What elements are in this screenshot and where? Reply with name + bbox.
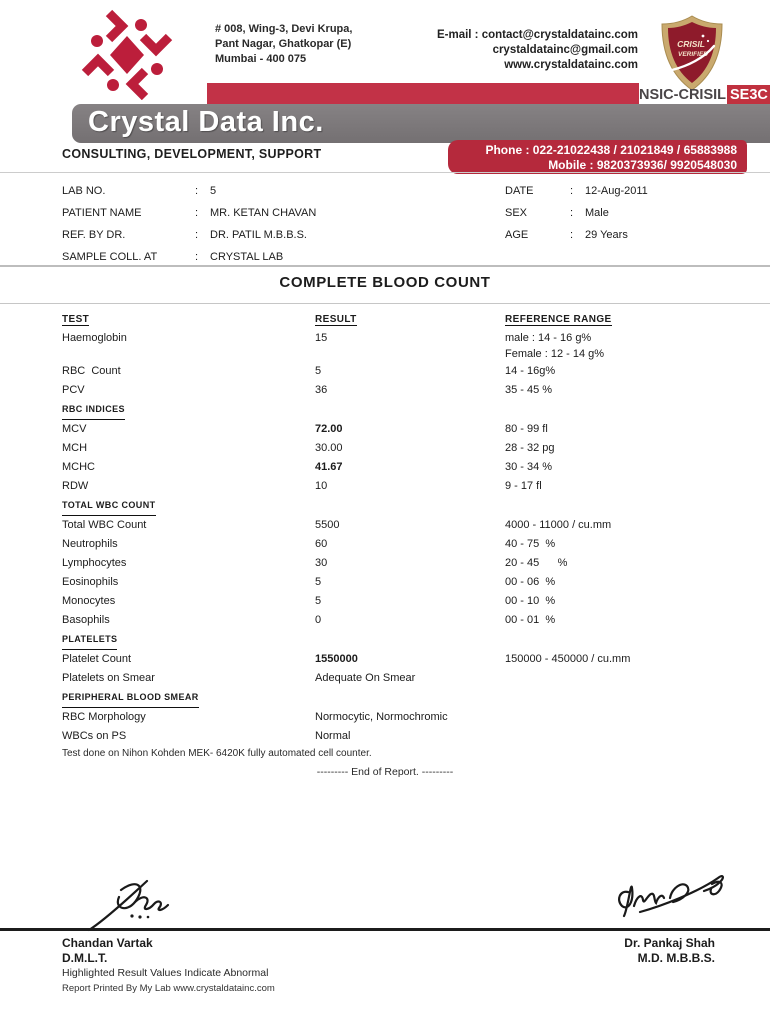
test-name: RBC Morphology <box>62 711 146 723</box>
test-result: Normal <box>315 730 351 742</box>
result-row <box>62 330 748 362</box>
section-header <box>62 400 748 420</box>
doctor-signature <box>612 864 732 924</box>
technician-signature <box>85 876 197 934</box>
patient-section-divider <box>0 172 770 173</box>
address-line-2: Pant Nagar, Ghatkopar (E) <box>215 38 352 50</box>
ref-dr-label: REF. BY DR. <box>62 229 126 241</box>
technician-name: Chandan Vartak <box>62 936 153 950</box>
patient-row-lab-no <box>62 180 216 202</box>
company-name-banner <box>72 104 770 143</box>
test-result: 10 <box>315 480 328 492</box>
test-name: Eosinophils <box>62 576 119 588</box>
result-row <box>62 592 748 611</box>
sample-coll-value: CRYSTAL LAB <box>210 251 284 263</box>
footer-rule <box>0 928 770 931</box>
patient-row-ref-dr <box>62 224 307 246</box>
test-name: PCV <box>62 384 85 396</box>
analyzer-footnote: Test done on Nihon Kohden MEK- 6420K fully automated cell counter. <box>62 748 372 759</box>
patient-row-age <box>505 224 628 246</box>
result-row <box>62 669 748 688</box>
test-name: Neutrophils <box>62 538 118 550</box>
sample-coll-label: SAMPLE COLL. AT <box>62 251 158 263</box>
section-header <box>62 688 748 708</box>
title-bottom-rule <box>0 303 770 304</box>
nsic-crisil-rating <box>639 85 770 105</box>
test-name: RBC Count <box>62 365 121 377</box>
test-name: MCH <box>62 442 88 454</box>
colon: : <box>195 229 199 241</box>
result-row <box>62 477 748 496</box>
company-address <box>215 22 352 67</box>
colon: : <box>195 251 199 263</box>
test-name: Basophils <box>62 614 110 626</box>
shield-text-verified: VERIFIED <box>678 51 708 58</box>
test-name: MCHC <box>62 461 95 473</box>
colon: : <box>195 185 199 197</box>
reference-range: male : 14 - 16 g% Female : 12 - 14 g% <box>505 332 605 360</box>
reference-range: 14 - 16g% <box>505 365 556 377</box>
technician-qualification: D.M.L.T. <box>62 951 108 965</box>
section-header-label: TOTAL WBC COUNT <box>62 496 156 516</box>
table-rows <box>62 330 748 746</box>
test-name: Lymphocytes <box>62 557 127 569</box>
section-header <box>62 630 748 650</box>
ref-dr-value: DR. PATIL M.B.B.S. <box>210 229 307 241</box>
website-line: www.crystaldatainc.com <box>504 59 638 71</box>
nsic-crisil-grade-badge: SE3C <box>727 85 770 105</box>
column-header-reference: REFERENCE RANGE <box>505 314 612 325</box>
patient-name-label: PATIENT NAME <box>62 207 142 219</box>
test-name: Haemoglobin <box>62 332 127 344</box>
colon: : <box>570 207 574 219</box>
section-header-label: PERIPHERAL BLOOD SMEAR <box>62 688 199 708</box>
reference-range: 20 - 45 % <box>505 557 568 569</box>
column-header-test: TEST <box>62 314 90 325</box>
patient-row-date <box>505 180 648 202</box>
test-result: 5500 <box>315 519 340 531</box>
test-result: 36 <box>315 384 328 396</box>
result-row <box>62 516 748 535</box>
logo-center-diamond <box>110 36 144 74</box>
sex-value: Male <box>585 207 609 219</box>
test-result: 15 <box>315 332 328 344</box>
table-header-row <box>62 310 748 330</box>
reference-range: 35 - 45 % <box>505 384 553 396</box>
test-name: MCV <box>62 423 87 435</box>
section-header <box>62 496 748 516</box>
result-row <box>62 362 748 381</box>
shield-text-crisil: CRISIL <box>677 39 705 49</box>
test-name: Platelet Count <box>62 653 132 665</box>
end-of-report-line: --------- End of Report. --------- <box>316 766 454 778</box>
patient-row-name <box>62 202 316 224</box>
mobile-line: Mobile : 9820373936/ 9920548030 <box>548 158 737 172</box>
header-red-bar <box>207 83 639 104</box>
reference-range: 80 - 99 fl <box>505 423 548 435</box>
test-result: Normocytic, Normochromic <box>315 711 448 723</box>
result-row <box>62 650 748 669</box>
reference-range: 30 - 34 % <box>505 461 553 473</box>
reference-range: 28 - 32 pg <box>505 442 555 454</box>
company-contacts <box>437 28 638 73</box>
result-row <box>62 554 748 573</box>
test-result: Adequate On Smear <box>315 672 416 684</box>
test-name: Monocytes <box>62 595 116 607</box>
phone-line: Phone : 022-21022438 / 21021849 / 65883988 <box>485 143 737 157</box>
date-label: DATE <box>505 185 534 197</box>
company-logo <box>74 8 180 100</box>
test-name: Platelets on Smear <box>62 672 155 684</box>
lab-no-label: LAB NO. <box>62 185 106 197</box>
title-top-rule <box>0 265 770 267</box>
reference-range: 9 - 17 fl <box>505 480 542 492</box>
test-result: 1550000 <box>315 653 358 665</box>
address-line-3: Mumbai - 400 075 <box>215 53 307 65</box>
test-name: WBCs on PS <box>62 730 127 742</box>
test-result: 0 <box>315 614 322 626</box>
reference-range: 00 - 06 % <box>505 576 556 588</box>
result-row <box>62 535 748 554</box>
reference-range: 00 - 01 % <box>505 614 556 626</box>
test-result: 41.67 <box>315 461 343 473</box>
colon: : <box>195 207 199 219</box>
section-header-label: RBC INDICES <box>62 400 125 420</box>
result-row <box>62 573 748 592</box>
company-name: Crystal Data Inc. <box>88 106 324 138</box>
column-header-result: RESULT <box>315 314 357 325</box>
printed-by-note: Report Printed By My Lab www.crystaldatainc.com <box>62 983 275 994</box>
patient-name-value: MR. KETAN CHAVAN <box>210 207 317 219</box>
company-tagline: CONSULTING, DEVELOPMENT, SUPPORT <box>62 147 322 161</box>
crisil-verified-shield-icon <box>656 14 728 92</box>
sex-label: SEX <box>505 207 528 219</box>
doctor-name: Dr. Pankaj Shah <box>624 936 715 950</box>
nsic-crisil-label: NSIC-CRISIL <box>639 87 726 103</box>
abnormal-note: Highlighted Result Values Indicate Abnormal <box>62 967 269 979</box>
colon: : <box>570 229 574 241</box>
section-header-label: PLATELETS <box>62 630 117 650</box>
result-row <box>62 611 748 630</box>
test-result: 30 <box>315 557 328 569</box>
result-row <box>62 458 748 477</box>
result-row <box>62 708 748 727</box>
result-row <box>62 439 748 458</box>
age-label: AGE <box>505 229 529 241</box>
reference-range: 4000 - 11000 / cu.mm <box>505 519 612 531</box>
test-result: 5 <box>315 365 322 377</box>
result-row <box>62 420 748 439</box>
reference-range: 40 - 75 % <box>505 538 556 550</box>
test-result: 60 <box>315 538 328 550</box>
date-value: 12-Aug-2011 <box>585 185 648 197</box>
test-result: 30.00 <box>315 442 343 454</box>
lab-no-value: 5 <box>210 185 217 197</box>
cbc-results-table <box>62 310 748 746</box>
result-row <box>62 381 748 400</box>
reference-range: 00 - 10 % <box>505 595 556 607</box>
report-title: COMPLETE BLOOD COUNT <box>279 274 491 291</box>
email-line-2: crystaldatainc@gmail.com <box>492 44 638 56</box>
patient-row-sex <box>505 202 609 224</box>
test-name: RDW <box>62 480 89 492</box>
test-result: 5 <box>315 595 322 607</box>
phone-contact-box <box>448 140 747 174</box>
test-name: Total WBC Count <box>62 519 147 531</box>
address-line-1: # 008, Wing-3, Devi Krupa, <box>215 23 353 35</box>
result-row <box>62 727 748 746</box>
doctor-qualification: M.D. M.B.B.S. <box>637 951 715 965</box>
colon: : <box>570 185 574 197</box>
email-line-1: E-mail : contact@crystaldatainc.com <box>436 29 638 41</box>
age-value: 29 Years <box>585 229 628 241</box>
test-result: 72.00 <box>315 423 343 435</box>
test-result: 5 <box>315 576 322 588</box>
reference-range: 150000 - 450000 / cu.mm <box>505 653 631 665</box>
